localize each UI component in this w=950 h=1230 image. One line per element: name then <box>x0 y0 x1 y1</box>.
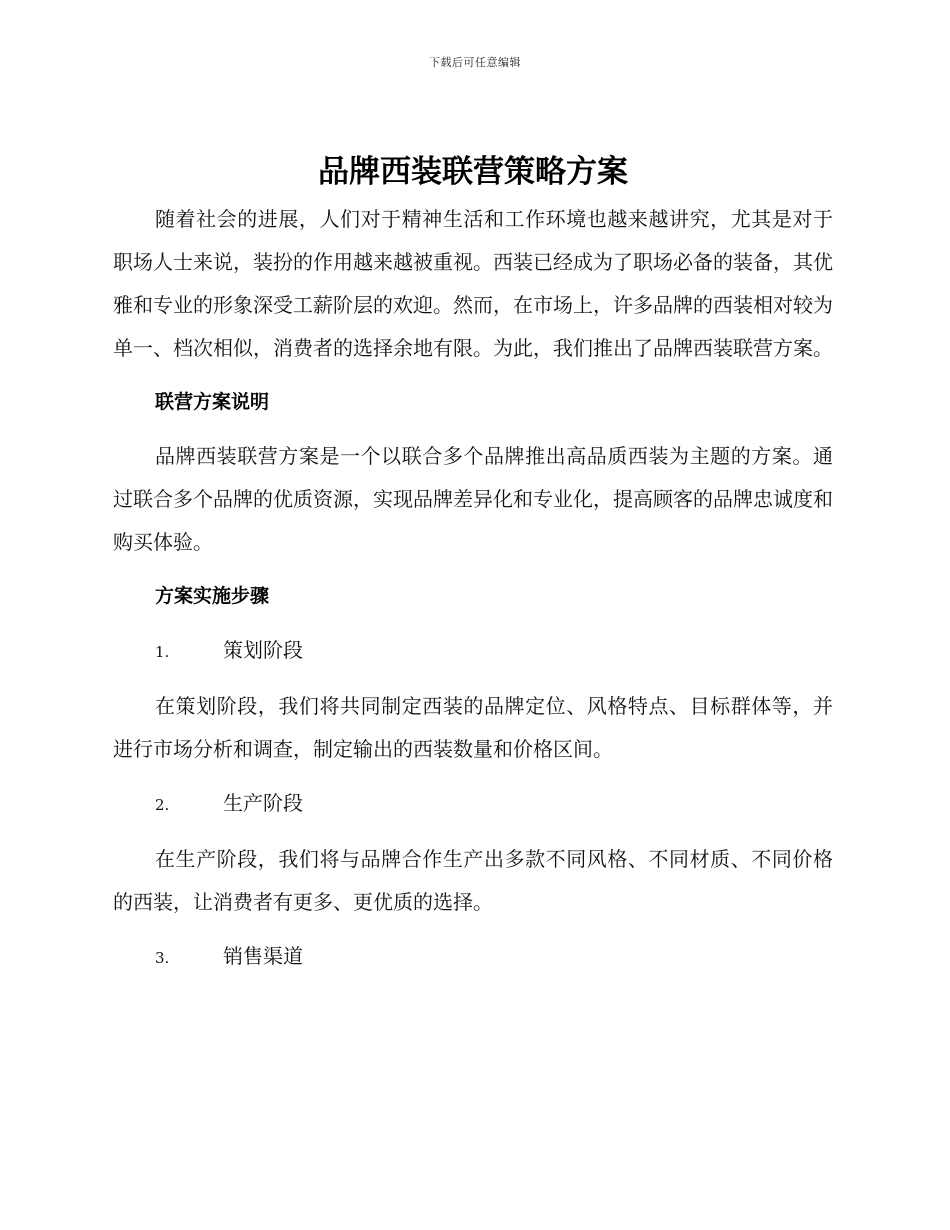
step-1-description: 在策划阶段，我们将共同制定西装的品牌定位、风格特点、目标群体等，并进行市场分析和调查，制定输出的西装数量和价格区间。 <box>113 694 833 761</box>
section-heading-steps: 方案实施步骤 <box>155 585 270 607</box>
page-header-note: 下载后可任意编辑 <box>429 56 521 69</box>
step-item-1 <box>155 629 833 674</box>
step-label: 销售渠道 <box>223 944 303 968</box>
step-2-description: 在生产阶段，我们将与品牌合作生产出多款不同风格、不同材质、不同价格的西装，让消费者有更多、更优质的选择。 <box>113 847 833 914</box>
section-description-paragraph: 品牌西装联营方案是一个以联合多个品牌推出高品质西装为主题的方案。通过联合多个品牌的优质资源，实现品牌差异化和专业化，提高顾客的品牌忠诚度和购买体验。 <box>113 444 833 554</box>
intro-paragraph: 随着社会的进展，人们对于精神生活和工作环境也越来越讲究，尤其是对于职场人士来说，装扮的作用越来越被重视。西装已经成为了职场必备的装备，其优雅和专业的形象深受工薪阶层的欢迎。然而，在市场上，许多品牌的西装相对较为单一、档次相似，消费者的选择余地有限。为此，我们推出了品牌西装联营方案。 <box>113 207 833 360</box>
document-body <box>113 150 833 991</box>
step-number: 3. <box>155 949 170 967</box>
document-title: 品牌西装联营策略方案 <box>318 154 628 190</box>
step-item-3 <box>155 935 833 980</box>
step-item-2 <box>155 782 833 827</box>
step-number: 1. <box>155 643 170 661</box>
step-label: 生产阶段 <box>223 791 303 815</box>
step-label: 策划阶段 <box>223 638 303 662</box>
section-heading-description: 联营方案说明 <box>155 391 270 413</box>
step-number: 2. <box>155 796 170 814</box>
